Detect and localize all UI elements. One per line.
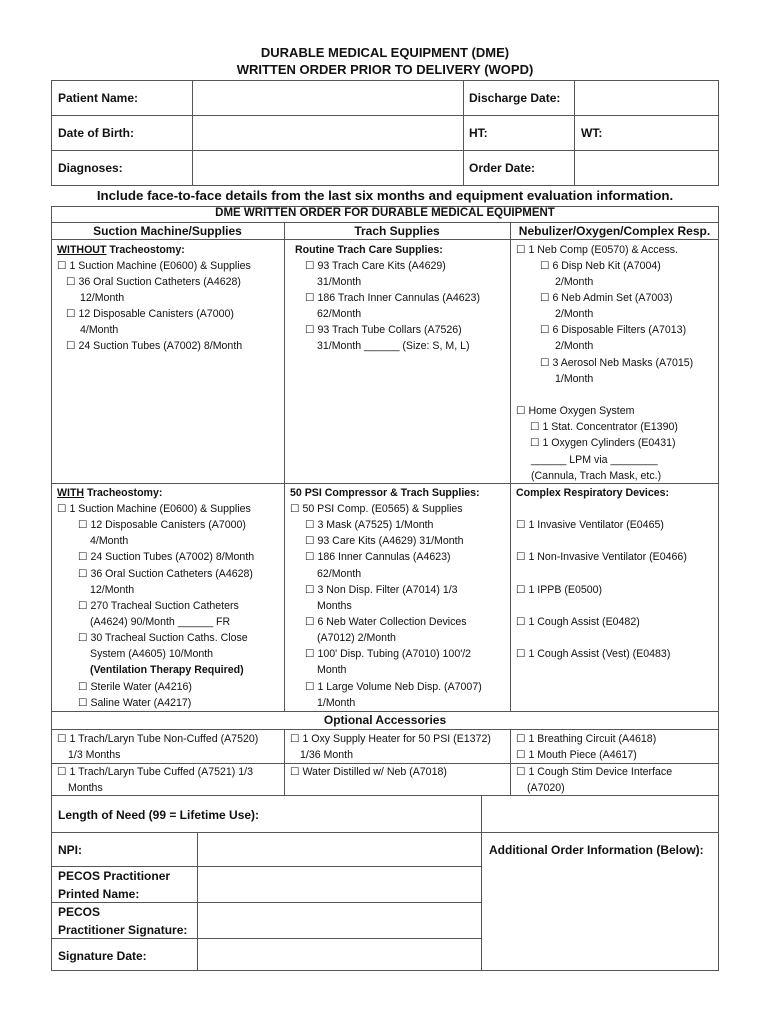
additional-info-field[interactable] bbox=[484, 869, 716, 968]
instruction-text: Include face-to-face details from the last six months and equipment evaluation information. bbox=[96, 188, 674, 203]
wt-label: WT: bbox=[581, 126, 603, 140]
opt-oxy-heater[interactable]: ☐ 1 Oxy Supply Heater for 50 PSI (E1372) bbox=[290, 733, 491, 745]
with-oral-catheters-qty: 12/Month bbox=[90, 584, 135, 596]
psi-disp-tubing[interactable]: ☐ 100' Disp. Tubing (A7010) 100'/2 bbox=[305, 648, 472, 660]
discharge-date-field[interactable] bbox=[577, 83, 716, 112]
dob-field[interactable] bbox=[195, 118, 460, 147]
neb-admin-set[interactable]: ☐ 6 Neb Admin Set (A7003) bbox=[540, 292, 673, 304]
routine-care-kits-qty: 31/Month bbox=[317, 276, 362, 288]
length-of-need-label: Length of Need (99 = Lifetime Use): bbox=[58, 808, 260, 822]
psi-large-volume-neb[interactable]: ☐ 1 Large Volume Neb Disp. (A7007) bbox=[305, 681, 482, 693]
psi-inner-cannulas[interactable]: ☐ 186 Inner Cannulas (A4623) bbox=[305, 551, 451, 563]
neb-disp-kit[interactable]: ☐ 6 Disp Neb Kit (A7004) bbox=[540, 260, 661, 272]
with-oral-catheters[interactable]: ☐ 36 Oral Suction Catheters (A4628) bbox=[78, 568, 253, 580]
without-oral-catheters-qty: 12/Month bbox=[80, 292, 125, 304]
with-closed-system-caths[interactable]: ☐ 30 Tracheal Suction Caths. Close bbox=[78, 632, 248, 644]
routine-trach-heading: Routine Trach Care Supplies: bbox=[295, 244, 443, 256]
routine-care-kits[interactable]: ☐ 93 Trach Care Kits (A4629) bbox=[305, 260, 446, 272]
additional-info-label: Additional Order Information (Below): bbox=[489, 843, 704, 857]
neb-aerosol-masks[interactable]: ☐ 3 Aerosol Neb Masks (A7015) bbox=[540, 357, 694, 369]
neb-compressor[interactable]: ☐ 1 Neb Comp (E0570) & Access. bbox=[516, 244, 678, 256]
pecos-signature-field[interactable] bbox=[200, 905, 478, 935]
opt-cough-stim-interface[interactable]: ☐ 1 Cough Stim Device Interface bbox=[516, 766, 673, 778]
psi-large-volume-neb-qty: 1/Month bbox=[317, 697, 356, 709]
routine-inner-cannulas-qty: 62/Month bbox=[317, 308, 362, 320]
with-suction-machine[interactable]: ☐ 1 Suction Machine (E0600) & Supplies bbox=[57, 503, 251, 515]
discharge-date-label: Discharge Date: bbox=[469, 91, 561, 105]
pecos-sig-label-1: PECOS bbox=[58, 905, 101, 919]
opt-noncuffed-tube-qty: 1/3 Months bbox=[68, 749, 121, 761]
npi-label: NPI: bbox=[58, 843, 82, 857]
without-oral-catheters[interactable]: ☐ 36 Oral Suction Catheters (A4628) bbox=[66, 276, 241, 288]
ippb[interactable]: ☐ 1 IPPB (E0500) bbox=[516, 584, 603, 596]
without-suction-tubes[interactable]: ☐ 24 Suction Tubes (A7002) 8/Month bbox=[66, 340, 243, 352]
form-subtitle: WRITTEN ORDER PRIOR TO DELIVERY (WOPD) bbox=[236, 62, 534, 77]
opt-water-distilled[interactable]: ☐ Water Distilled w/ Neb (A7018) bbox=[290, 766, 447, 778]
neb-filters[interactable]: ☐ 6 Disposable Filters (A7013) bbox=[540, 324, 687, 336]
opt-breathing-circuit[interactable]: ☐ 1 Breathing Circuit (A4618) bbox=[516, 733, 657, 745]
with-closed-system-qty: System (A4605) 10/Month bbox=[90, 648, 214, 660]
signature-date-label: Signature Date: bbox=[58, 949, 147, 963]
neb-admin-set-qty: 2/Month bbox=[555, 308, 594, 320]
signature-date-field[interactable] bbox=[200, 941, 478, 969]
opt-cough-stim-interface-code: (A7020) bbox=[527, 782, 565, 794]
dob-label: Date of Birth: bbox=[58, 126, 134, 140]
ventilation-note: (Ventilation Therapy Required) bbox=[90, 664, 244, 676]
oxygen-lpm-via[interactable]: ______ LPM via ________ bbox=[531, 454, 658, 466]
oxygen-cylinders[interactable]: ☐ 1 Oxygen Cylinders (E0431) bbox=[530, 437, 676, 449]
order-date-field[interactable] bbox=[577, 153, 716, 183]
opt-oxy-heater-qty: 1/36 Month bbox=[300, 749, 354, 761]
col-suction-header: Suction Machine/Supplies bbox=[93, 224, 242, 238]
diagnoses-label: Diagnoses: bbox=[58, 161, 123, 175]
form-title: DURABLE MEDICAL EQUIPMENT (DME) bbox=[260, 45, 510, 60]
psi-compressor[interactable]: ☐ 50 PSI Comp. (E0565) & Supplies bbox=[290, 503, 463, 515]
optional-accessories-heading: Optional Accessories bbox=[323, 713, 447, 727]
psi-heading: 50 PSI Compressor & Trach Supplies: bbox=[290, 487, 480, 499]
patient-name-field[interactable] bbox=[195, 83, 460, 112]
with-tracheal-catheters-qty[interactable]: (A4624) 90/Month ______ FR bbox=[90, 616, 231, 628]
col-nebulizer-header: Nebulizer/Oxygen/Complex Resp. bbox=[518, 224, 711, 238]
complex-resp-heading: Complex Respiratory Devices: bbox=[516, 487, 670, 499]
psi-water-collection[interactable]: ☐ 6 Neb Water Collection Devices bbox=[305, 616, 467, 628]
cough-assist[interactable]: ☐ 1 Cough Assist (E0482) bbox=[516, 616, 640, 628]
routine-inner-cannulas[interactable]: ☐ 186 Trach Inner Cannulas (A4623) bbox=[305, 292, 480, 304]
with-tracheal-catheters[interactable]: ☐ 270 Tracheal Suction Catheters bbox=[78, 600, 239, 612]
psi-inner-cannulas-qty: 62/Month bbox=[317, 568, 362, 580]
length-of-need-field[interactable] bbox=[484, 799, 716, 829]
without-canisters[interactable]: ☐ 12 Disposable Canisters (A7000) bbox=[66, 308, 234, 320]
non-invasive-ventilator[interactable]: ☐ 1 Non-Invasive Ventilator (E0466) bbox=[516, 551, 687, 563]
neb-aerosol-masks-qty: 1/Month bbox=[555, 373, 594, 385]
diagnoses-field[interactable] bbox=[195, 153, 460, 183]
oxygen-delivery-note: (Cannula, Trach Mask, etc.) bbox=[531, 470, 662, 482]
psi-mask[interactable]: ☐ 3 Mask (A7525) 1/Month bbox=[305, 519, 434, 531]
pecos-sig-label-2: Practitioner Signature: bbox=[58, 923, 188, 937]
with-suction-tubes[interactable]: ☐ 24 Suction Tubes (A7002) 8/Month bbox=[78, 551, 255, 563]
order-date-label: Order Date: bbox=[469, 161, 536, 175]
psi-non-disp-filter-qty: Months bbox=[317, 600, 352, 612]
opt-cuffed-tube-qty: Months bbox=[68, 782, 103, 794]
home-oxygen-system[interactable]: ☐ Home Oxygen System bbox=[516, 405, 635, 417]
opt-cuffed-tube[interactable]: ☐ 1 Trach/Laryn Tube Cuffed (A7521) 1/3 bbox=[57, 766, 253, 778]
psi-non-disp-filter[interactable]: ☐ 3 Non Disp. Filter (A7014) 1/3 bbox=[305, 584, 458, 596]
psi-water-collection-qty: (A7012) 2/Month bbox=[317, 632, 396, 644]
routine-tube-collars-qty[interactable]: 31/Month ______ (Size: S, M, L) bbox=[317, 340, 470, 352]
neb-filters-qty: 2/Month bbox=[555, 340, 594, 352]
pecos-name-field[interactable] bbox=[200, 869, 478, 899]
cough-assist-vest[interactable]: ☐ 1 Cough Assist (Vest) (E0483) bbox=[516, 648, 671, 660]
psi-care-kits[interactable]: ☐ 93 Care Kits (A4629) 31/Month bbox=[305, 535, 464, 547]
without-trach-heading: WITHOUT Tracheostomy: bbox=[57, 244, 185, 256]
oxygen-concentrator[interactable]: ☐ 1 Stat. Concentrator (E1390) bbox=[530, 421, 678, 433]
with-sterile-water[interactable]: ☐ Sterile Water (A4216) bbox=[78, 681, 192, 693]
with-canisters-qty: 4/Month bbox=[90, 535, 129, 547]
psi-disp-tubing-qty: Month bbox=[317, 664, 347, 676]
col-trach-header: Trach Supplies bbox=[354, 224, 440, 238]
patient-name-label: Patient Name: bbox=[58, 91, 139, 105]
with-saline-water[interactable]: ☐ Saline Water (A4217) bbox=[78, 697, 192, 709]
without-suction-machine[interactable]: ☐ 1 Suction Machine (E0600) & Supplies bbox=[57, 260, 251, 272]
ht-label: HT: bbox=[469, 126, 488, 140]
opt-noncuffed-tube[interactable]: ☐ 1 Trach/Laryn Tube Non-Cuffed (A7520) bbox=[57, 733, 259, 745]
opt-mouth-piece[interactable]: ☐ 1 Mouth Piece (A4617) bbox=[516, 749, 637, 761]
routine-tube-collars[interactable]: ☐ 93 Trach Tube Collars (A7526) bbox=[305, 324, 462, 336]
with-trach-heading: WITH Tracheostomy: bbox=[57, 487, 163, 499]
pecos-name-label-1: PECOS Practitioner bbox=[58, 869, 171, 883]
neb-disp-kit-qty: 2/Month bbox=[555, 276, 594, 288]
without-canisters-qty: 4/Month bbox=[80, 324, 119, 336]
invasive-ventilator[interactable]: ☐ 1 Invasive Ventilator (E0465) bbox=[516, 519, 664, 531]
table-heading: DME WRITTEN ORDER FOR DURABLE MEDICAL EQUIPMENT bbox=[215, 207, 555, 219]
npi-field[interactable] bbox=[200, 835, 478, 863]
with-canisters[interactable]: ☐ 12 Disposable Canisters (A7000) bbox=[78, 519, 246, 531]
pecos-name-label-2: Printed Name: bbox=[58, 887, 140, 901]
